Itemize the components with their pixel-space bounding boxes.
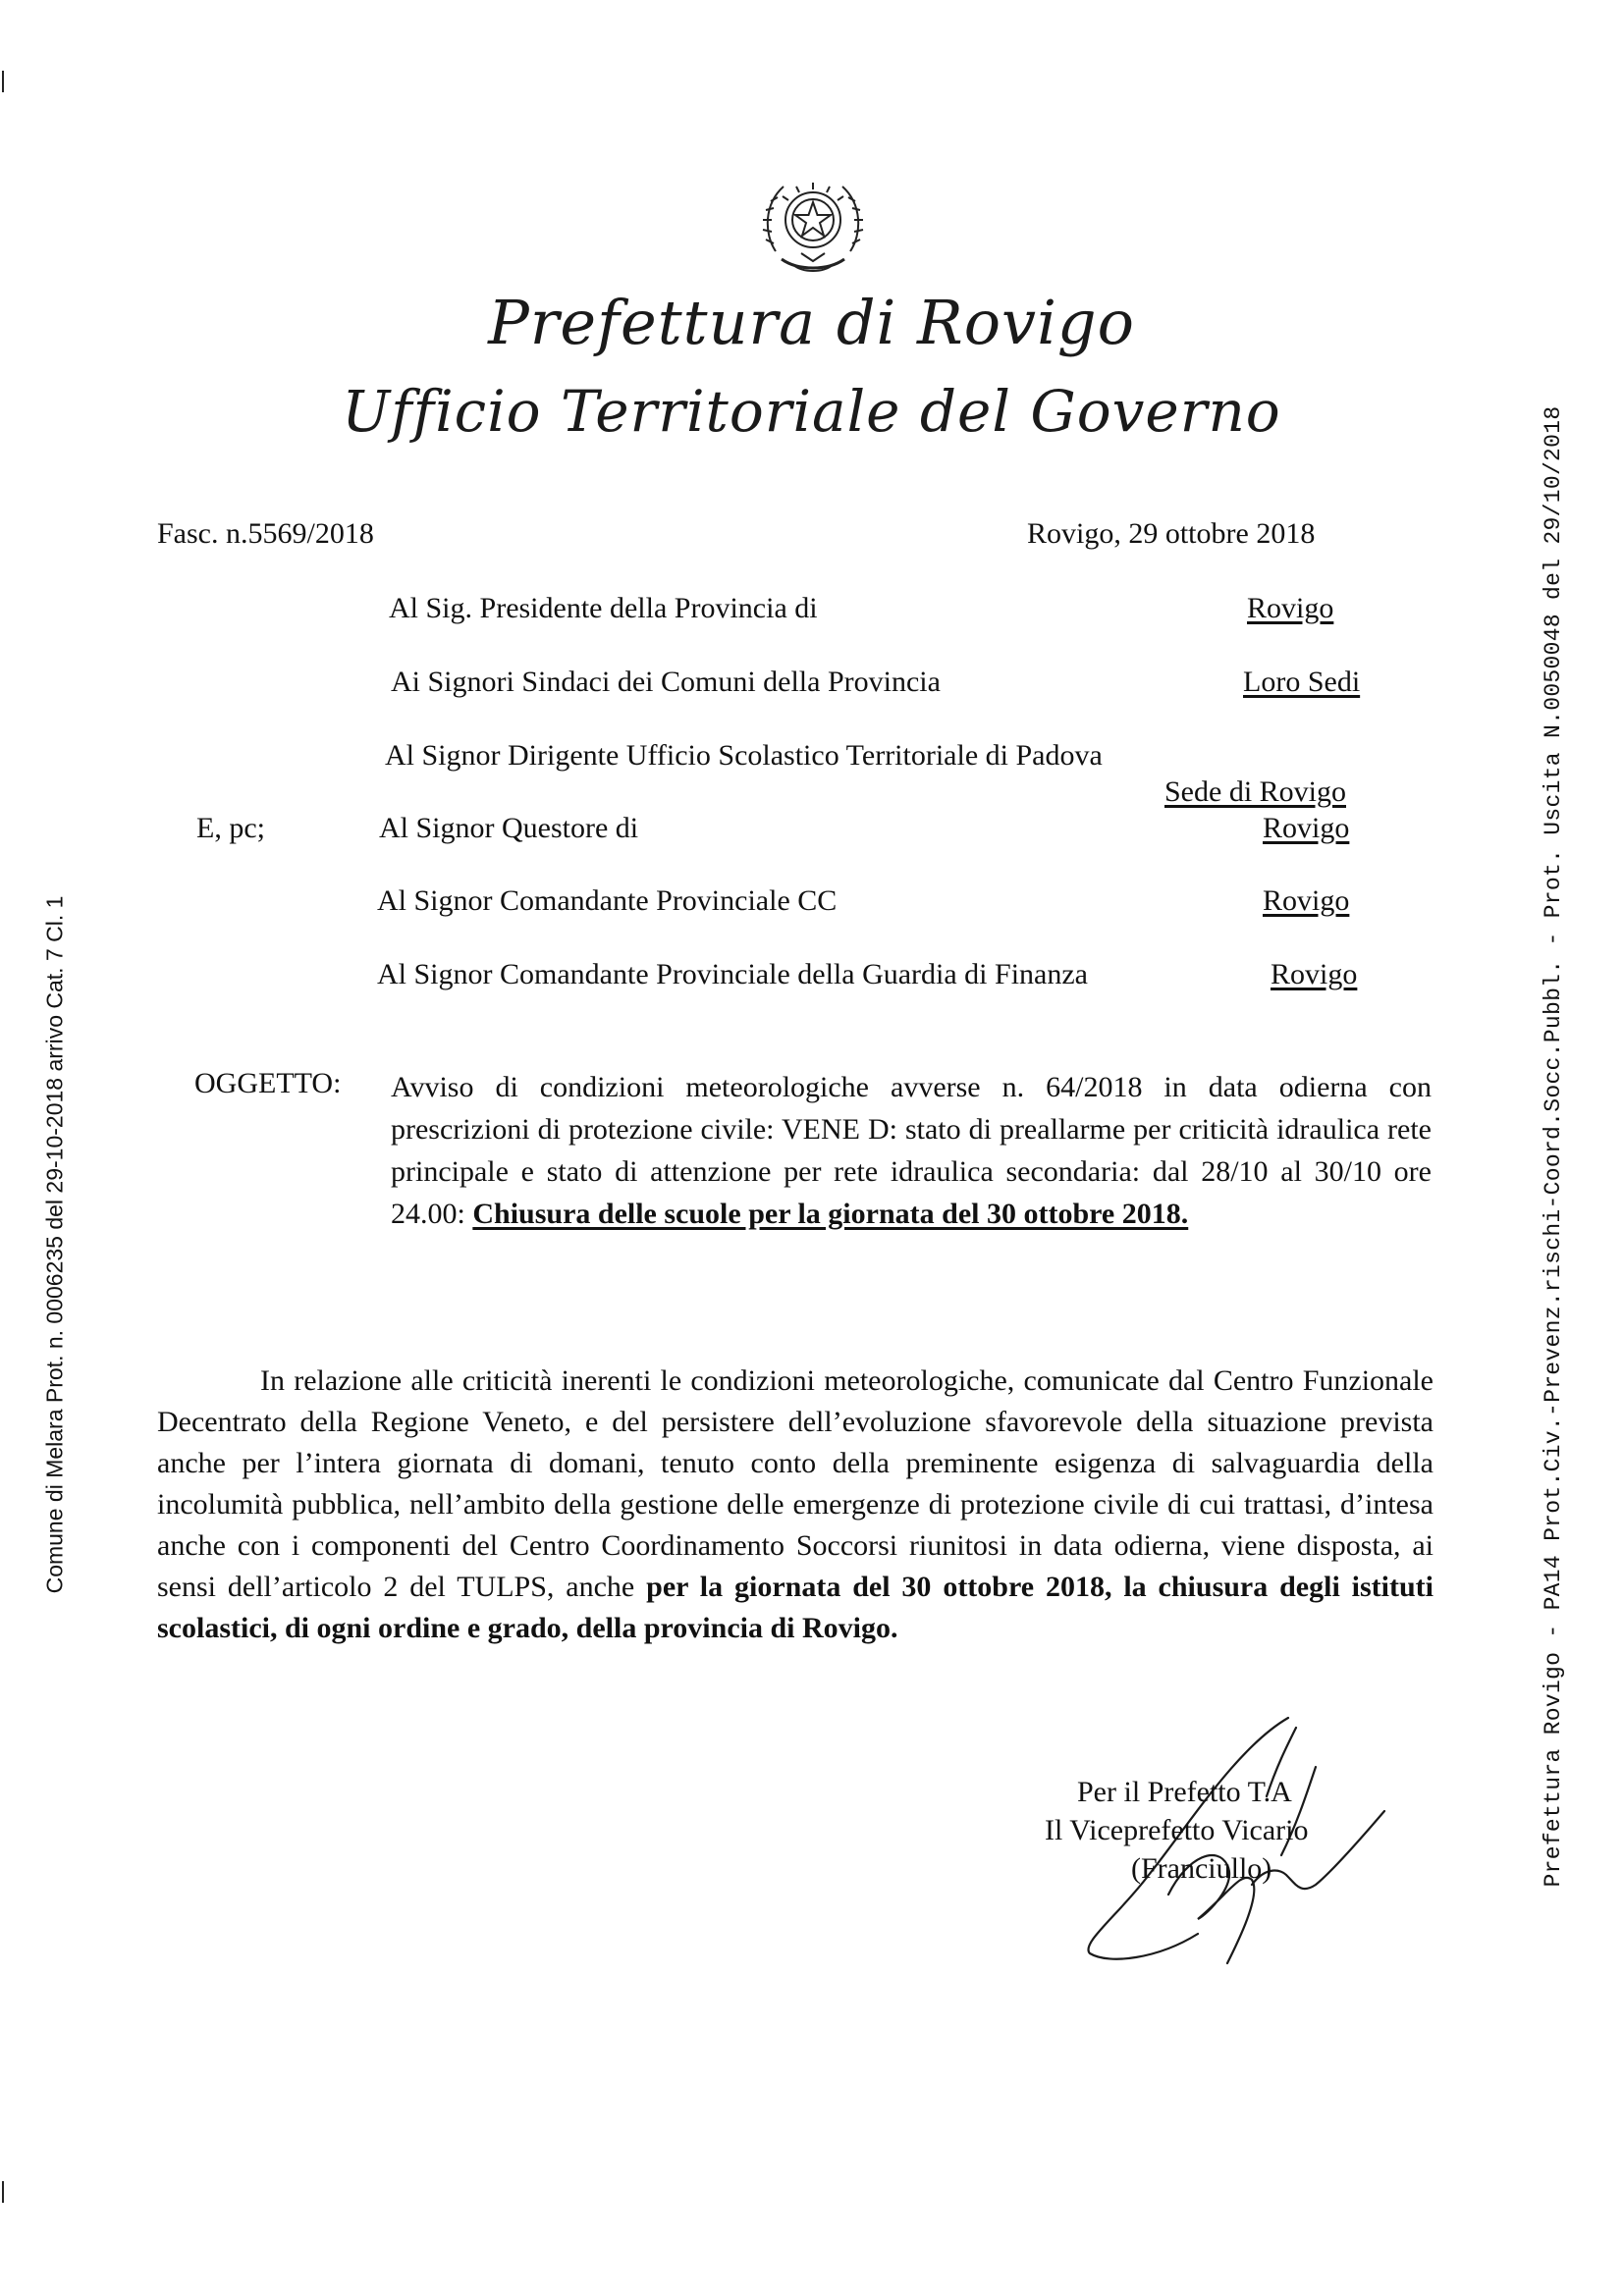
letterhead-subtitle: Ufficio Territoriale del Governo (342, 378, 1281, 445)
recipient-name: Al Signor Dirigente Ufficio Scolastico Territoriale di Padova (385, 739, 1103, 772)
signature-line-1: Per il Prefetto T.A (1077, 1776, 1292, 1808)
recipient-location: Rovigo (1263, 812, 1350, 844)
recipient-name: Al Sig. Presidente della Provincia di (389, 592, 818, 624)
recipient-name: Ai Signori Sindaci dei Comuni della Provincia (391, 666, 941, 698)
signature-line-3: (Franciullo) (1131, 1852, 1272, 1885)
cc-label: E, pc; (196, 812, 265, 844)
subject-text (391, 1066, 1432, 1235)
recipient-location: Rovigo (1247, 592, 1334, 624)
signature-line-2: Il Viceprefetto Vicario (1045, 1814, 1309, 1846)
recipient-location: Sede di Rovigo (1164, 775, 1346, 808)
letterhead-title: Prefettura di Rovigo (488, 287, 1135, 358)
subject-description: Avviso di condizioni meteorologiche avverse n. 64/2018 in data odierna con prescrizioni di protezione civile: VENE D: stato di preallarme per criticità idraulica rete principale e stato di attenzione per rete idraulica secondaria: dal 28/10 al 30/10 ore 24.00: (391, 1071, 1432, 1230)
subject-highlight: Chiusura delle scuole per la giornata del 30 ottobre 2018. (472, 1198, 1189, 1230)
body-bold-text: per la giornata del 30 ottobre 2018, la chiusura degli istituti scolastici, di ogni ordine e grado, della provincia di Rovigo. (157, 1571, 1434, 1644)
body-paragraph (157, 1361, 1434, 1649)
file-reference: Fasc. n.5569/2018 (157, 517, 374, 550)
recipient-location: Rovigo (1271, 958, 1358, 990)
outgoing-protocol-stamp: Prefettura Rovigo - PA14 Prot.Civ.-Prevenz.rischi-Coord.Socc.Pubbl. - Prot. Uscita N.0050048 del 29/10/2018 (1541, 405, 1566, 1888)
recipient-name: Al Signor Comandante Provinciale CC (377, 884, 838, 917)
recipient-name: Al Signor Comandante Provinciale della Guardia di Finanza (377, 958, 1088, 990)
subject-label: OGGETTO: (194, 1067, 342, 1099)
body-text: In relazione alle criticità inerenti le condizioni meteorologiche, comunicate dal Centro Funzionale Decentrato della Regione Veneto, e del persistere dell’evoluzione sfavorevole della situazione prevista anche per l’intera giornata di domani, tenuto conto della preminente esigenza di salvaguardia della incolumità pubblica, nell’ambito della gestione delle emergenze di protezione civile di cui trattasi, d’intesa anche con i componenti del Centro Coordinamento Soccorsi riunitosi in data odierna, viene disposta, ai sensi dell’articolo 2 del TULPS, anche (157, 1364, 1434, 1603)
recipient-location: Rovigo (1263, 884, 1350, 917)
recipient-name: Al Signor Questore di (379, 812, 639, 844)
incoming-protocol-stamp: Comune di Melara Prot. n. 0006235 del 29-10-2018 arrivo Cat. 7 Cl. 1 (41, 895, 68, 1594)
italian-republic-emblem-icon (754, 165, 872, 283)
recipient-location: Loro Sedi (1243, 666, 1361, 698)
scan-edge-mark-top (2, 71, 4, 92)
scan-edge-mark-bottom (2, 2181, 4, 2203)
place-date: Rovigo, 29 ottobre 2018 (1027, 517, 1316, 550)
